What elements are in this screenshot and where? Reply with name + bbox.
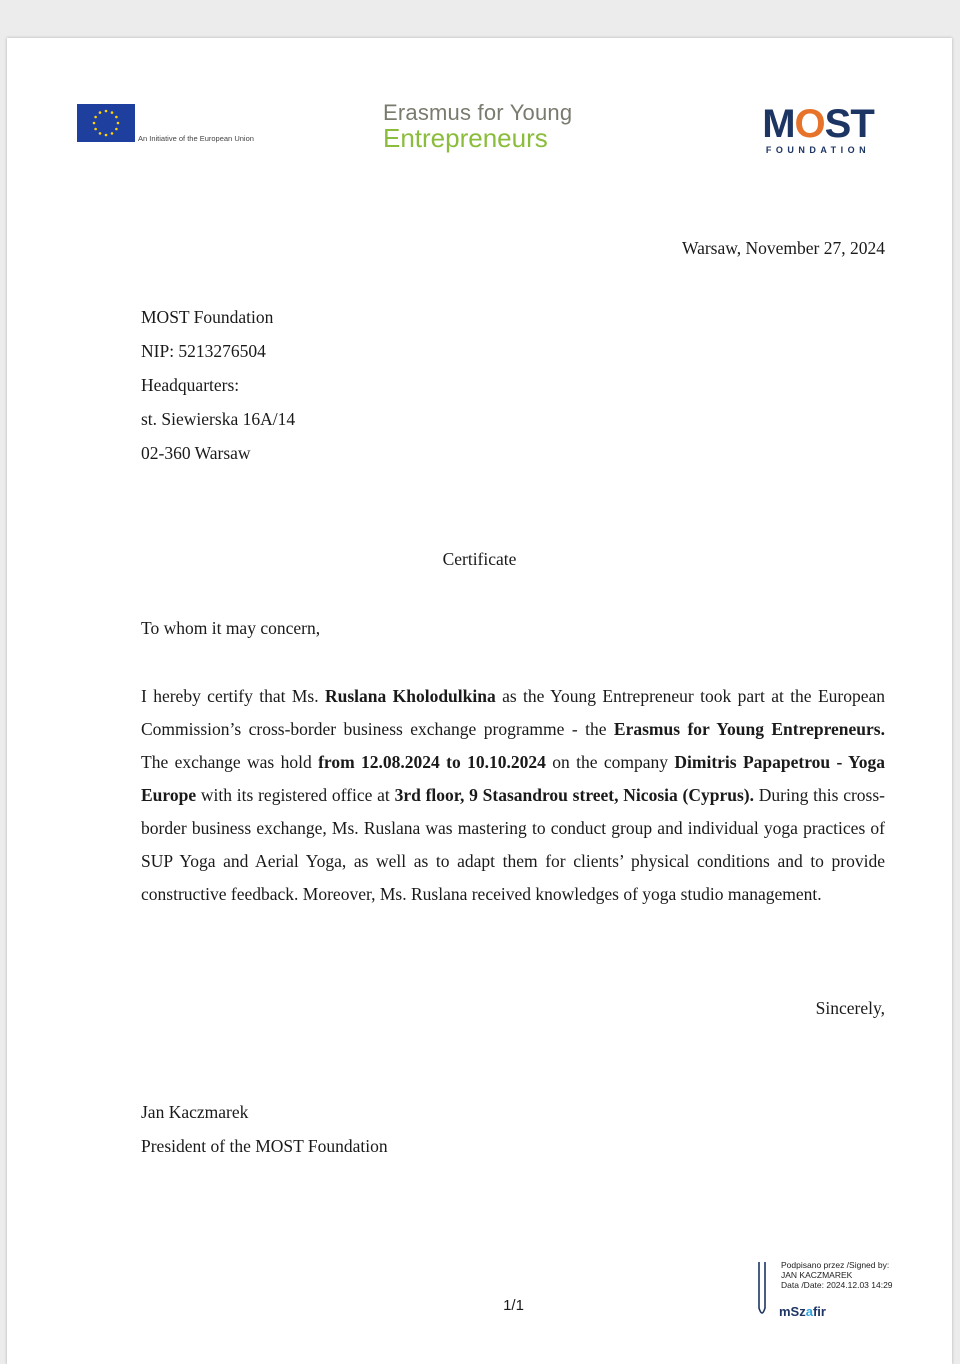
erasmus-logo-line2: Entrepreneurs [383,123,548,153]
signer-title: President of the MOST Foundation [141,1136,388,1156]
eu-flag-icon [77,104,135,142]
most-logo-st: ST [824,102,874,146]
body-text: as the Young Entrepreneur took part at the European Commission’s cross-border business exchange programme - the [141,686,886,739]
body-bold-text: Ruslana Kholodulkina [324,686,496,706]
signature-date: Data /Date: 2024.12.03 14:29 [781,1280,893,1290]
signature-signer: JAN KACZMAREK [781,1270,853,1280]
letter-date: Warsaw, November 27, 2024 [681,238,885,258]
eu-star [99,111,102,114]
body-bold-text: Erasmus for Young Entrepreneurs. [613,719,885,739]
body-text: The exchange was hold [141,752,319,772]
eu-star [94,128,97,131]
certificate-body [141,680,885,911]
page-number: 1/1 [503,1297,524,1314]
sender-line: MOST Foundation [141,307,274,327]
eu-star [93,122,96,125]
closing: Sincerely, [815,998,885,1018]
eu-star [115,116,118,119]
eu-star [117,122,120,125]
erasmus-logo [383,102,572,151]
body-bold-text: Dimitris Papapetrou - Yoga Europe [141,752,885,805]
eu-star [94,116,97,119]
eu-star [105,134,108,137]
eu-star [105,110,108,113]
body-text: I hereby certify that Ms. [141,686,325,706]
eu-caption: An Initiative of the European Union [138,134,254,143]
eu-star [111,132,114,135]
most-logo-o: O [794,102,825,146]
body-bold-text: 3rd floor, 9 Stasandrou street, Nicosia (Cyprus). [394,785,754,805]
body-text: During this cross-border business exchange, Ms. Ruslana was mastering to conduct group and individual yoga practices of SUP Yoga and Aerial Yoga, as well as to adapt them for clients’ physical conditions and to provide constructive feedback. Moreover, Ms. Ruslana received knowledges of yoga studio management. [141,785,885,904]
document-title: Certificate [442,549,517,569]
sender-address [141,300,295,470]
sender-line: Headquarters: [141,375,240,395]
eu-star [115,128,118,131]
eu-star [99,132,102,135]
sender-line: 02-360 Warsaw [141,443,251,463]
body-bold-text: from 12.08.2024 to 10.10.2024 [318,752,546,772]
greeting: To whom it may concern, [141,618,321,638]
signer-name: Jan Kaczmarek [141,1102,249,1122]
eu-star [111,111,114,114]
mszafir-logo-part: mSz [779,1304,806,1319]
mszafir-logo-part: fir [812,1304,826,1319]
body-text: with its registered office at [196,785,395,805]
eu-logo [77,104,287,144]
signature-signed-by-label: Podpisano przez /Signed by: [781,1260,890,1270]
electronic-signature-stamp [753,1258,943,1328]
erasmus-logo-line1: Erasmus for Young [383,100,573,125]
sender-line: st. Siewierska 16A/14 [141,409,296,429]
most-logo-m: M [762,102,795,146]
sender-line: NIP: 5213276504 [141,341,266,361]
most-logo-subtitle: FOUNDATION [765,145,871,155]
most-logo-word [759,102,877,146]
most-foundation-logo [759,102,877,155]
body-text: on the company [545,752,675,772]
mszafir-logo-part: a [805,1304,813,1319]
signature-details [781,1260,893,1290]
signer-block [141,1095,388,1163]
document-page [7,38,952,1364]
